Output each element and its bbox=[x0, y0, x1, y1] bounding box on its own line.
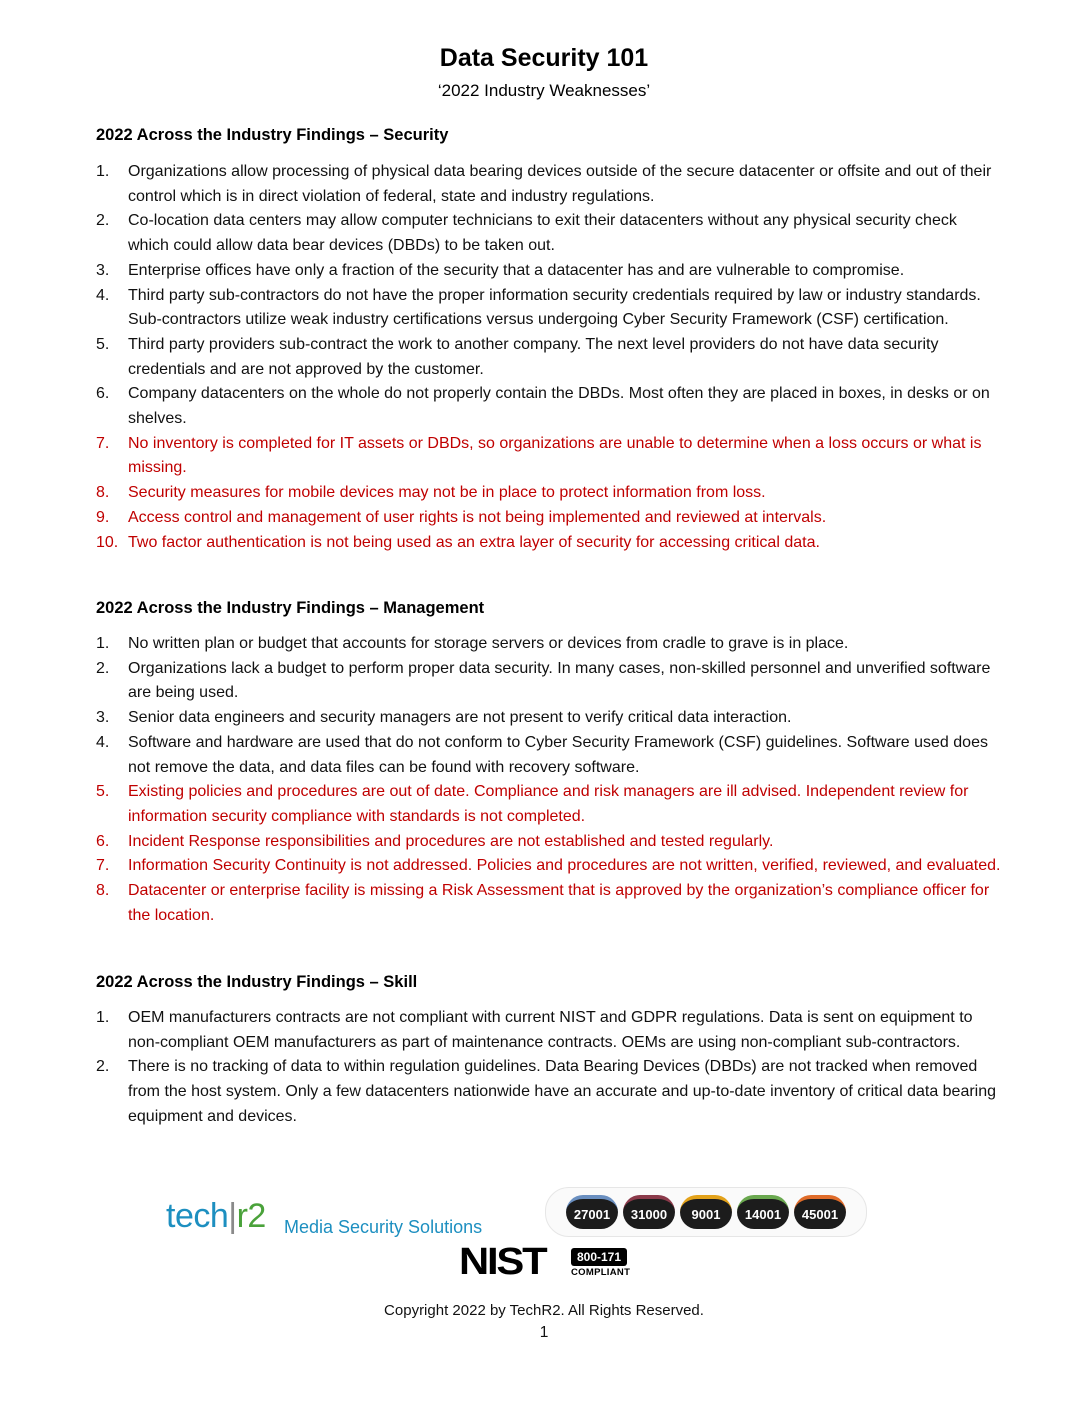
techr2-tagline: Media Security Solutions bbox=[284, 1217, 483, 1237]
page-number: 1 bbox=[539, 1324, 549, 1341]
finding-text: Security measures for mobile devices may not be in place to protect information from loss. bbox=[128, 484, 766, 502]
findings-list-management bbox=[96, 632, 1001, 928]
finding-item bbox=[96, 632, 1001, 657]
finding-item bbox=[96, 481, 1001, 506]
finding-number: 1. bbox=[96, 635, 110, 652]
finding-text: Information Security Continuity is not addressed. Policies and procedures are not written, verified, reviewed, and evaluated. bbox=[128, 857, 1001, 875]
finding-text: Senior data engineers and security managers are not present to verify critical data interaction. bbox=[128, 709, 792, 727]
finding-item bbox=[96, 1055, 1001, 1129]
finding-number: 8. bbox=[96, 882, 110, 900]
nist-wordmark: NIST bbox=[459, 1241, 546, 1283]
techr2-logo bbox=[166, 1197, 496, 1241]
iso-45001-badge: 45001 bbox=[794, 1195, 846, 1229]
finding-item bbox=[96, 657, 1001, 706]
finding-text: No inventory is completed for IT assets or DBDs, so organizations are unable to determine when a loss occurs or what is missing. bbox=[128, 434, 982, 477]
finding-number: 5. bbox=[96, 783, 110, 801]
finding-text: Access control and management of user rights is not being implemented and reviewed at intervals. bbox=[128, 508, 827, 526]
finding-item bbox=[96, 706, 1001, 731]
finding-text: Co-location data centers may allow computer technicians to exit their datacenters without any physical security check which could allow data bear devices (DBDs) to be taken out. bbox=[128, 212, 957, 255]
finding-number: 2. bbox=[96, 212, 110, 230]
page-title: Data Security 101 bbox=[439, 44, 649, 72]
page-subtitle: ‘2022 Industry Weaknesses’ bbox=[437, 81, 651, 100]
nist-800-171-label: 800-171 bbox=[571, 1248, 627, 1266]
findings-list-security bbox=[96, 160, 1001, 555]
finding-item bbox=[96, 432, 1001, 481]
finding-text: Datacenter or enterprise facility is missing a Risk Assessment that is approved by the organization’s compliance officer for the location. bbox=[128, 882, 990, 924]
section-heading-management: 2022 Across the Industry Findings – Management bbox=[96, 599, 485, 617]
finding-text: OEM manufacturers contracts are not compliant with current NIST and GDPR regulations. Data is sent on equipment to non-compliant OEM manufacturers as part of maintenance contracts. OEMs are using non-compliant sub-contractors. bbox=[128, 1009, 973, 1051]
techr2-wordmark: tech|r2 bbox=[166, 1197, 266, 1235]
finding-item bbox=[96, 284, 1001, 333]
nist-800-171-logo bbox=[459, 1241, 631, 1283]
finding-text: No written plan or budget that accounts for storage servers or devices from cradle to grave is in place. bbox=[128, 635, 849, 652]
finding-item bbox=[96, 1006, 1001, 1055]
iso-9001-badge: 9001 bbox=[680, 1195, 732, 1229]
finding-number: 5. bbox=[96, 335, 110, 353]
finding-item bbox=[96, 160, 1001, 209]
finding-text: Company datacenters on the whole do not properly contain the DBDs. Most often they are placed in boxes, in desks or on shelves. bbox=[128, 385, 990, 428]
iso-certification-badges bbox=[545, 1187, 867, 1237]
finding-text: Third party sub-contractors do not have the proper information security credentials required by law or industry standards. Sub-contractors utilize weak industry certifications versus undergoing Cyber Security Framework (CSF) certification. bbox=[128, 286, 981, 329]
findings-list-skill bbox=[96, 1006, 1001, 1130]
finding-item bbox=[96, 209, 1001, 258]
finding-text: Organizations allow processing of physical data bearing devices outside of the secure datacenter or offsite and out of their control which is in direct violation of federal, state and industry regulations. bbox=[128, 163, 992, 205]
finding-number: 10. bbox=[96, 533, 119, 551]
finding-number: 4. bbox=[96, 733, 110, 751]
finding-number: 4. bbox=[96, 286, 110, 304]
iso-27001-badge: 27001 bbox=[566, 1195, 618, 1229]
finding-text: Third party providers sub-contract the work to another company. The next level providers do not have data security credentials and are not approved by the customer. bbox=[128, 335, 939, 378]
finding-number: 3. bbox=[96, 261, 110, 279]
finding-item bbox=[96, 382, 1001, 431]
finding-item bbox=[96, 854, 1001, 879]
section-heading-skill: 2022 Across the Industry Findings – Skill bbox=[96, 973, 418, 991]
finding-text: Organizations lack a budget to perform proper data security. In many cases, non-skilled personnel and unverified software are being used. bbox=[128, 659, 991, 702]
finding-number: 7. bbox=[96, 434, 110, 452]
iso-14001-badge: 14001 bbox=[737, 1195, 789, 1229]
finding-text: Enterprise offices have only a fraction of the security that a datacenter has and are vulnerable to compromise. bbox=[128, 261, 905, 279]
finding-item bbox=[96, 830, 1001, 855]
finding-number: 2. bbox=[96, 659, 110, 677]
finding-item bbox=[96, 531, 1001, 556]
copyright-notice: Copyright 2022 by TechR2. All Rights Reserved. bbox=[384, 1302, 704, 1319]
section-heading-security: 2022 Across the Industry Findings – Security bbox=[96, 126, 449, 144]
finding-text: Incident Response responsibilities and procedures are not established and tested regularly. bbox=[128, 832, 774, 850]
finding-item bbox=[96, 333, 1001, 382]
finding-number: 8. bbox=[96, 484, 110, 502]
finding-number: 7. bbox=[96, 857, 110, 875]
finding-item bbox=[96, 780, 1001, 829]
finding-text: Existing policies and procedures are out of date. Compliance and risk managers are ill advised. Independent review for information security compliance with standards is not completed. bbox=[128, 783, 969, 825]
finding-number: 1. bbox=[96, 163, 110, 180]
nist-compliant-label: COMPLIANT bbox=[571, 1267, 631, 1278]
finding-number: 2. bbox=[96, 1058, 110, 1076]
finding-number: 9. bbox=[96, 508, 110, 526]
finding-number: 3. bbox=[96, 709, 110, 727]
finding-item bbox=[96, 731, 1001, 780]
finding-text: There is no tracking of data to within regulation guidelines. Data Bearing Devices (DBDs) are not tracked when removed from the host system. Only a few datacenters nationwide have an accurate and up-to-date inventory of critical data bearing equipment and devices. bbox=[128, 1058, 997, 1125]
finding-text: Two factor authentication is not being used as an extra layer of security for accessing critical data. bbox=[128, 533, 820, 551]
finding-number: 6. bbox=[96, 832, 110, 850]
finding-item bbox=[96, 506, 1001, 531]
iso-31000-badge: 31000 bbox=[623, 1195, 675, 1229]
finding-number: 1. bbox=[96, 1009, 110, 1026]
finding-item bbox=[96, 259, 1001, 284]
finding-item bbox=[96, 879, 1001, 928]
finding-text: Software and hardware are used that do not conform to Cyber Security Framework (CSF) guidelines. Software used does not remove the data, and data files can be found with recovery software. bbox=[128, 733, 988, 776]
finding-number: 6. bbox=[96, 385, 110, 403]
